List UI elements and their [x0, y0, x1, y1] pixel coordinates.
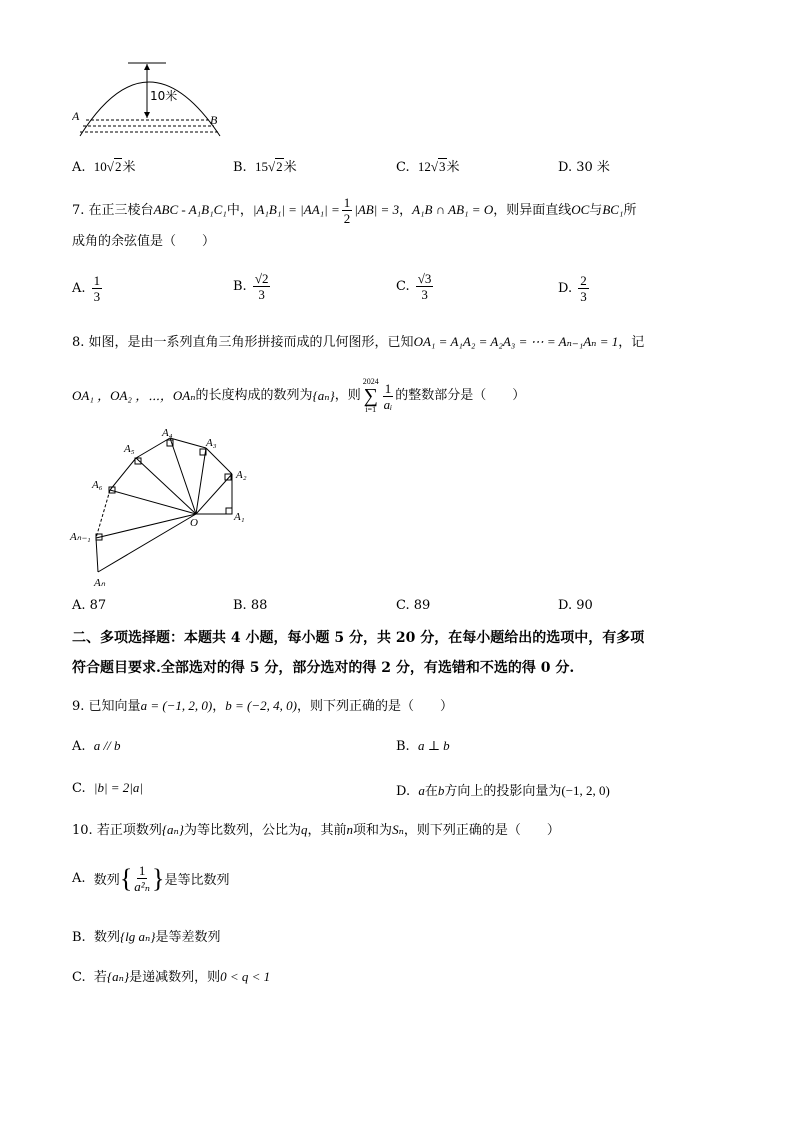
- q7-option-d[interactable]: D. $\frac{2}{3}$: [558, 273, 587, 304]
- q8-option-b[interactable]: B. 88: [233, 598, 268, 613]
- q7-option-b[interactable]: B. $\frac{√2}{3}$: [233, 271, 269, 302]
- label-A: A: [72, 109, 80, 123]
- q8-stem: 8. 如图，是由一系列直角三角形拼接而成的几何图形，已知OA₁ = A₁A₂ = A₂A₃ = ⋯ = Aₙ₋₁Aₙ = 1，记: [72, 334, 645, 350]
- q10-stem: 10. 若正项数列{aₙ}为等比数列，公比为q，其前n项和为Sₙ，则下列正确的是（ ）: [72, 822, 560, 838]
- q9-option-b[interactable]: B. a ⊥ b: [396, 738, 450, 754]
- q10-option-a[interactable]: A. 数列 { $\frac{1}{\text{a²ₙ}}$ } 是等比数列: [72, 863, 230, 894]
- q9-option-a[interactable]: A. a // b: [72, 738, 121, 754]
- line-O-An1: [96, 514, 196, 538]
- section2-heading-line2: 符合题目要求.全部选对的得 5 分，部分选对的得 2 分，有选错和不选的得 0 分.: [72, 660, 575, 676]
- right-angle-A1: [226, 508, 232, 514]
- label-A3: A₃: [206, 437, 217, 449]
- arrow-head-top: [144, 64, 150, 70]
- arch-figure: [72, 58, 232, 138]
- label-An1: Aₙ₋₁: [70, 531, 91, 543]
- label-A4: A₄: [162, 427, 173, 439]
- label-A1: A₁: [234, 511, 245, 523]
- line-O-An: [98, 514, 196, 572]
- q7-option-a[interactable]: A. $\frac{1}{3}$: [72, 273, 101, 304]
- q8-option-d[interactable]: D. 90: [558, 598, 593, 613]
- label-A5: A₅: [124, 443, 135, 455]
- q7-stem-line2: 成角的余弦值是（ ）: [72, 234, 216, 249]
- spiral-figure: [66, 424, 256, 592]
- label-O: O: [190, 517, 198, 529]
- label-An: Aₙ: [94, 577, 106, 589]
- q6-option-d[interactable]: D. 30 米: [558, 160, 610, 175]
- q8-option-c[interactable]: C. 89: [396, 598, 431, 613]
- section2-heading: 二、多项选择题：本题共 4 小题，每小题 5 分，共 20 分，在每小题给出的选项中，有多项: [72, 630, 645, 646]
- q10-option-c[interactable]: C. 若{aₙ}是递减数列，则0 < q < 1: [72, 969, 271, 985]
- edge-A5-A6: [110, 458, 136, 490]
- label-B: B: [210, 113, 218, 127]
- q9-stem: 9. 已知向量a = (−1, 2, 0)，b = (−2, 4, 0)，则下列正确的是（ ）: [72, 698, 453, 714]
- height-label: 10米: [150, 89, 178, 103]
- label-A2: A₂: [236, 469, 247, 481]
- label-A6: A₆: [92, 479, 103, 491]
- line-O-A4: [170, 438, 196, 514]
- arrow-head-bottom: [144, 112, 150, 118]
- q10-option-b[interactable]: B. 数列{lg aₙ}是等差数列: [72, 929, 221, 945]
- q8-stem-line2: OA₁ ，OA₂ ，⋯，OAₙ 的长度构成的数列为 {aₙ} ，则 2024 ∑ i=1 $\frac{1}{\text{aᵢ}}$ 的整数部分是（ ）: [72, 377, 526, 414]
- q6-option-c[interactable]: C. 12√3米: [396, 159, 460, 175]
- q8-option-a[interactable]: A. 87: [72, 598, 107, 613]
- edge-A3-A4: [170, 438, 206, 448]
- q6-option-b[interactable]: B. 15√2米: [233, 159, 297, 175]
- edge-A2-A3: [206, 448, 232, 474]
- q9-option-d[interactable]: D. a在b方向上的投影向量为(−1, 2, 0): [396, 783, 610, 799]
- q9-option-c[interactable]: C. |b| = 2|a|: [72, 780, 143, 796]
- edge-An1-An: [96, 538, 98, 572]
- q7-stem: 7. 在正三棱台ABC - A₁B₁C₁中，|A₁B₁| = |AA₁| = $\frac{1}{2}$ |AB| = 3，A₁B ∩ AB₁ = O，则异面直线OC与BC₁所: [72, 195, 637, 226]
- q6-option-a[interactable]: A. 10√2米: [72, 159, 136, 175]
- q7-option-c[interactable]: C. $\frac{√3}{3}$: [396, 271, 432, 302]
- edge-A6-An1: [96, 490, 110, 538]
- edge-A4-A5: [136, 438, 170, 458]
